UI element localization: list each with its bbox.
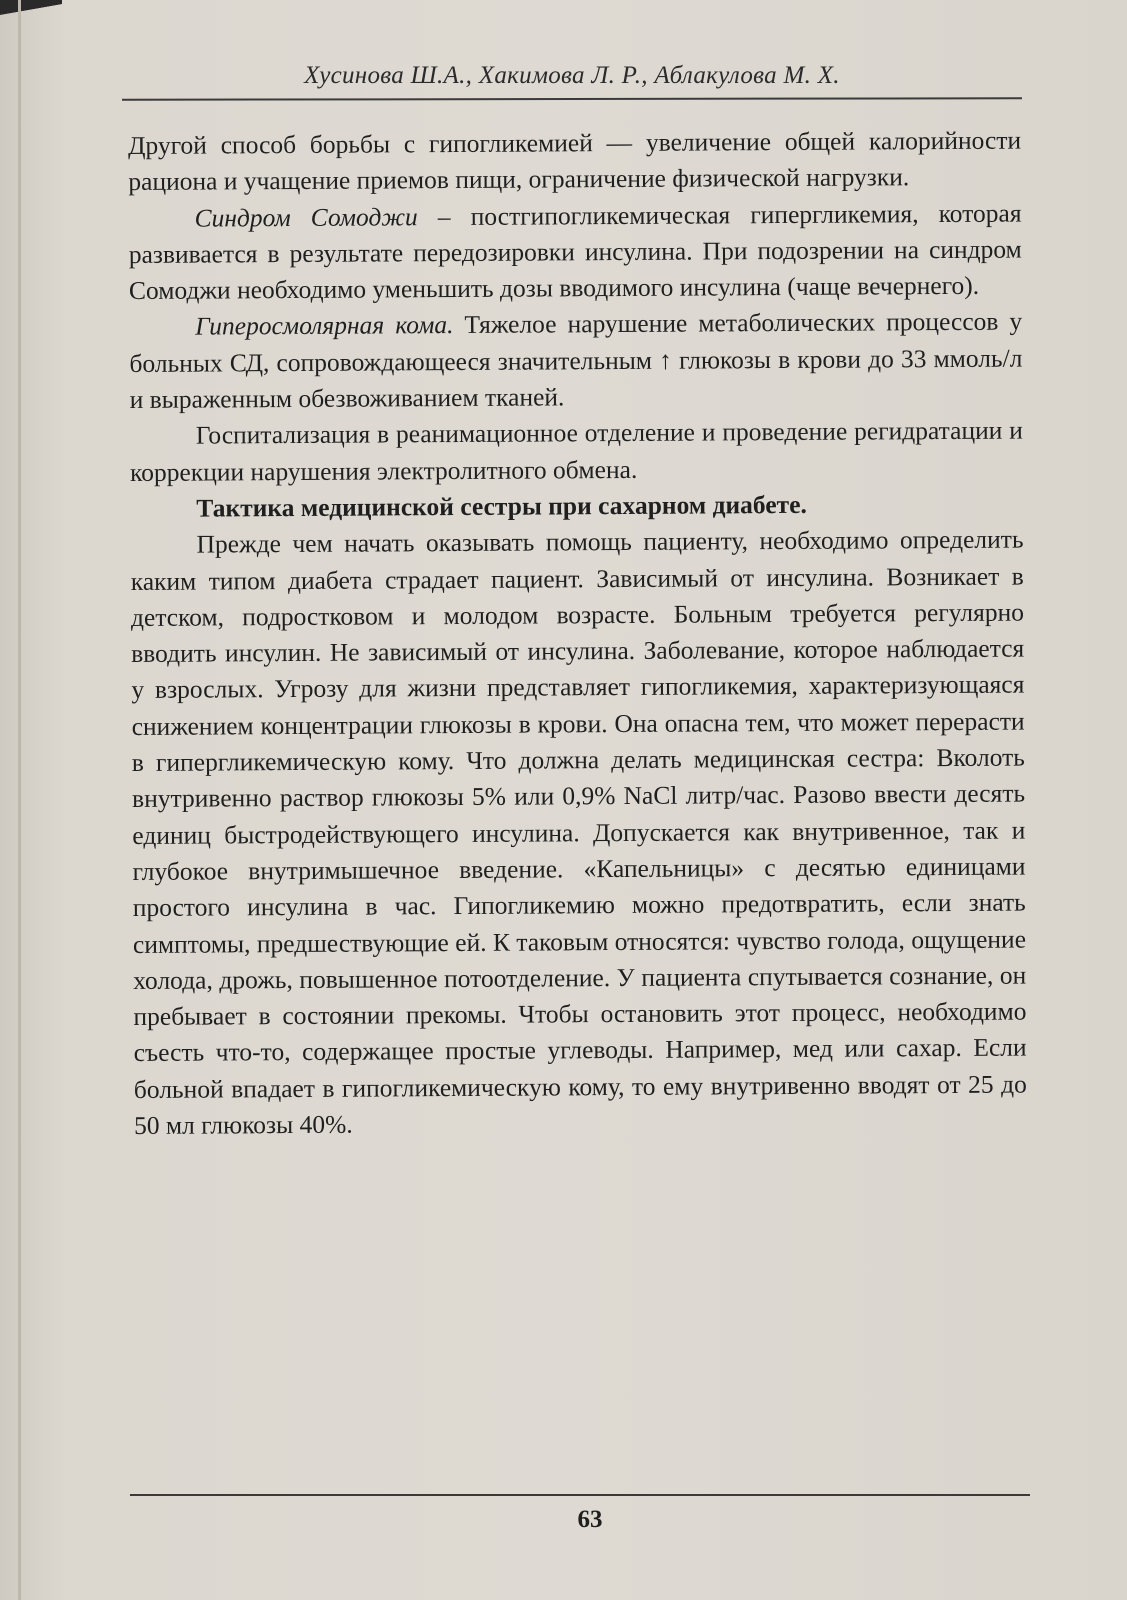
page-number: 63 <box>577 1506 603 1533</box>
term-hyperosmolar-coma: Гиперосмолярная кома. <box>195 310 454 342</box>
paragraph-nurse-tactics: Прежде чем начать оказывать помощь пациенту, необходимо определить каким типом диабета страдает пациент. Зависимый от инсулина. Возникает в детском, подростковом и молодом возрасте. Больным требуется регулярно вводить инсулин. Не зависимый от инсулина. Заболевание, которое наблюдается у взрослых. Угрозу для жизни представляет гипогликемия, характеризующаяся снижением концентрации глюкозы в крови. Она опасна тем, что может перерасти в гипергликемическую кому. Что должна делать медицинская сестра: Вколоть внутривенно раствор глюкозы 5% или 0,9% NaCl литр/час. Разово ввести десять единиц быстродействующего инсулина. Допускается как внутривенное, так и глубокое внутримышечное введение. «Капельницы» с десятью единицами простого инсулина в час. Гипогликемию можно предотвратить, если знать симптомы, предшествующие ей. К таковым относятся: чувство голода, ощущение холода, дрожь, повышенное потоотделение. У пациента спутывается сознание, он пребывает в состоянии прекомы. Чтобы остановить этот процесс, необходимо съесть что-то, содержащее простые углеводы. Например, мед или сахар. Если больной впадает в гипогликемическую кому, то ему внутривенно вводят от 25 до 50 мл глюкозы 40%. <box>130 524 1027 1140</box>
paragraph-hypoglycemia-diet: Другой способ борьбы с гипогликемией — увеличение общей калорийности рациона и учащение приемов пищи, ограничение физической нагрузки. <box>128 125 1022 197</box>
page-body <box>128 123 1027 1145</box>
scan-corner-mark <box>0 0 62 22</box>
header-rule <box>122 97 1022 101</box>
term-somogyi: Синдром Сомоджи <box>194 201 418 233</box>
running-header <box>122 62 1022 102</box>
paragraph-hyperosmolar-coma <box>129 304 1023 418</box>
paragraph-somogyi <box>128 195 1022 309</box>
footer-rule <box>130 1494 1030 1496</box>
section-heading: Тактика медицинской сестры при сахарном диабете. <box>196 489 807 523</box>
page-edge-shadow <box>18 0 21 1600</box>
header-authors: Хусинова Ш.А., Хакимова Л. Р., Аблакулова М. Х. <box>304 62 840 89</box>
paragraph-somogyi-text: – постгипогликемическая гипергликемия, которая развивается в результате передозировки инсулина. При подозрении на синдром Сомоджи необходимо уменьшить дозы вводимого инсулина (чаще вечернего). <box>128 198 1022 306</box>
paragraph-hyperosmolar-text: Тяжелое нарушение метаболических процессов у больных СД, сопровождающееся значительным ↑ глюкозы в крови до 33 ммоль/л и выраженным обезвоживанием тканей. <box>129 307 1023 415</box>
paragraph-hospitalization: Госпитализация в реанимационное отделение и проведение регидратации и коррекции нарушения электролитного обмена. <box>130 415 1023 487</box>
